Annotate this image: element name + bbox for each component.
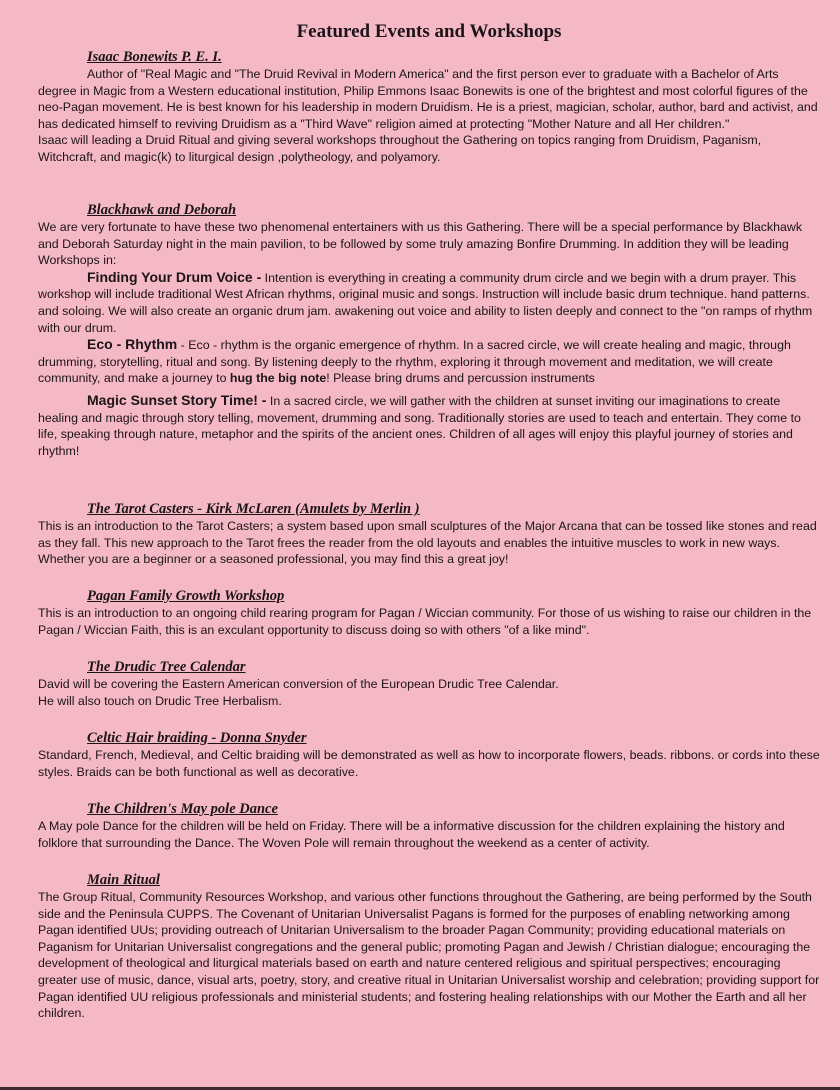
workshop-drum-voice	[38, 269, 820, 336]
section-heading: Isaac Bonewits P. E. I.	[87, 49, 222, 65]
page-title: Featured Events and Workshops	[296, 21, 562, 42]
section-paragraph: The Group Ritual, Community Resources Workshop, and various other functions throughout the Gathering, are being performed by the South side and the Peninsula CUPPS. The Covenant of Unitarian Universalist Pagans is formed for the purposes of enabling networking among Pagan identified UUs; providing outreach of Unitarian Universalism to the broader Pagan Community; providing educational materials on Paganism for Unitarian Universalist congregations and the general public; promoting Pagan and Jewish / Christian dialogue; encouraging the development of theological and liturgical materials based on earth and nature centered religious and spiritual perspectives; encouraging greater use of music, dance, visual arts, poetry, story, and creative ritual in Unitarian Universalist worship and celebration; providing support for Pagan identified UU religious professionals and ministerial students; and fostering healing relationships with our Mother the Earth and all her children.	[38, 890, 820, 1021]
section-paragraph: This is an introduction to an ongoing child rearing program for Pagan / Wiccian community. For those of us wishing to raise our children in the Pagan / Wiccian Faith, this is an exculant opportunity to discuss doing so with others "of a like mind".	[38, 606, 812, 637]
section-paragraph: This is an introduction to the Tarot Casters; a system based upon small sculptures of the Major Arcana that can be tossed like stones and read as they fall. This new approach to the Tarot frees the reader from the old layouts and enables the intuitive muscles to work in new ways. Whether you are a beginner or a seasoned professional, you may find this a great joy!	[38, 519, 817, 567]
section-pagan-family	[38, 587, 820, 638]
section-maypole	[38, 800, 820, 851]
workshop-title: Eco - Rhythm	[87, 336, 178, 353]
section-heading: Blackhawk and Deborah	[87, 202, 237, 218]
section-paragraph: Author of "Real Magic and "The Druid Revival in Modern America" and the first person ever to graduate with a Bachelor of Arts degree in Magic from a Western educational institution, Philip Emmons Isaac Bonewits is one of the brightest and most colorful figures of the neo-Pagan movement. He is best known for his leadership in modern Druidism. He is a priest, magician, scholar, author, bard and activist, and has dedicated himself to reviving Druidism as a "Third Wave" religion aimed at protecting "Mother Nature and all Her children."	[38, 67, 818, 131]
section-heading: The Drudic Tree Calendar	[87, 659, 246, 675]
section-line: David will be covering the Eastern American conversion of the European Drudic Tree Calendar.	[38, 677, 559, 691]
section-isaac-bonewits	[38, 48, 820, 166]
workshop-text: Intention is everything in creating a community drum circle and we begin with a drum prayer. This workshop will include traditional West African rhythms, original music and songs. Instruction will include basic drum technique. hand patterns. and soloing. We will also create an organic drum jam. awakening out voice and ability to listen deeply and connect to the "on ramps of rhythm with our drum.	[38, 270, 813, 335]
workshop-story-time	[38, 392, 820, 459]
section-paragraph: Standard, French, Medieval, and Celtic braiding will be demonstrated as well as how to incorporate flowers, beads. ribbons. or cords into these styles. Braids can be both functional as well as decorative.	[38, 748, 820, 779]
workshop-text: In a sacred circle, we will gather with the children at sunset inviting our imaginations to create healing and magic through story telling, movement, drumming and song. Traditionally stories are used to teach and entertain. They come to life, speaking through nature, metaphor and the spirits of the ancient ones. Children of all ages will enjoy this playful journey of stories and rhythm!	[38, 393, 801, 458]
section-heading: The Tarot Casters - Kirk McLaren (Amulets by Merlin )	[87, 501, 420, 517]
section-paragraph: We are very fortunate to have these two phenomenal entertainers with us this Gathering. There will be a special performance by Blackhawk and Deborah Saturday night in the main pavilion, to be followed by some truly amazing Bonfire Drumming. In addition they will be leading Workshops in:	[38, 220, 803, 268]
section-heading: The Children's May pole Dance	[87, 801, 278, 817]
workshop-text: - Eco - rhythm is the organic emergence of rhythm. In a sacred circle, we will create healing and magic, through drumming, storytelling, ritual and song. By listening deeply to the rhythm, exploring it through movement and meditation, we will create community, and make a journey to	[38, 338, 791, 386]
workshop-title: Finding Your Drum Voice -	[87, 268, 262, 285]
section-main-ritual	[38, 871, 820, 1022]
section-heading: Celtic Hair braiding - Donna Snyder	[87, 730, 307, 746]
section-heading: Pagan Family Growth Workshop	[87, 588, 285, 604]
section-tarot-casters	[38, 500, 820, 568]
workshop-emphasis: hug the big note	[229, 371, 327, 386]
workshop-title: Magic Sunset Story Time! -	[87, 391, 267, 408]
section-blackhawk-deborah	[38, 201, 820, 459]
section-heading: Main Ritual	[87, 872, 160, 888]
workshop-text: ! Please bring drums and percussion instruments	[326, 371, 595, 386]
section-celtic-hair	[38, 729, 820, 780]
section-drudic-tree	[38, 658, 820, 709]
section-line: He will also touch on Drudic Tree Herbalism.	[38, 693, 282, 708]
section-paragraph: A May pole Dance for the children will be held on Friday. There will be a informative discussion for the children explaining the history and folklore that surrounding the Dance. The Woven Pole will remain throughout the weekend as a center of activity.	[38, 819, 785, 850]
section-paragraph: Isaac will leading a Druid Ritual and giving several workshops throughout the Gathering on topics ranging from Druidism, Paganism, Witchcraft, and magic(k) to liturgical design ,polytheology, and polyamory.	[38, 133, 762, 164]
workshop-eco-rhythm	[38, 336, 820, 387]
